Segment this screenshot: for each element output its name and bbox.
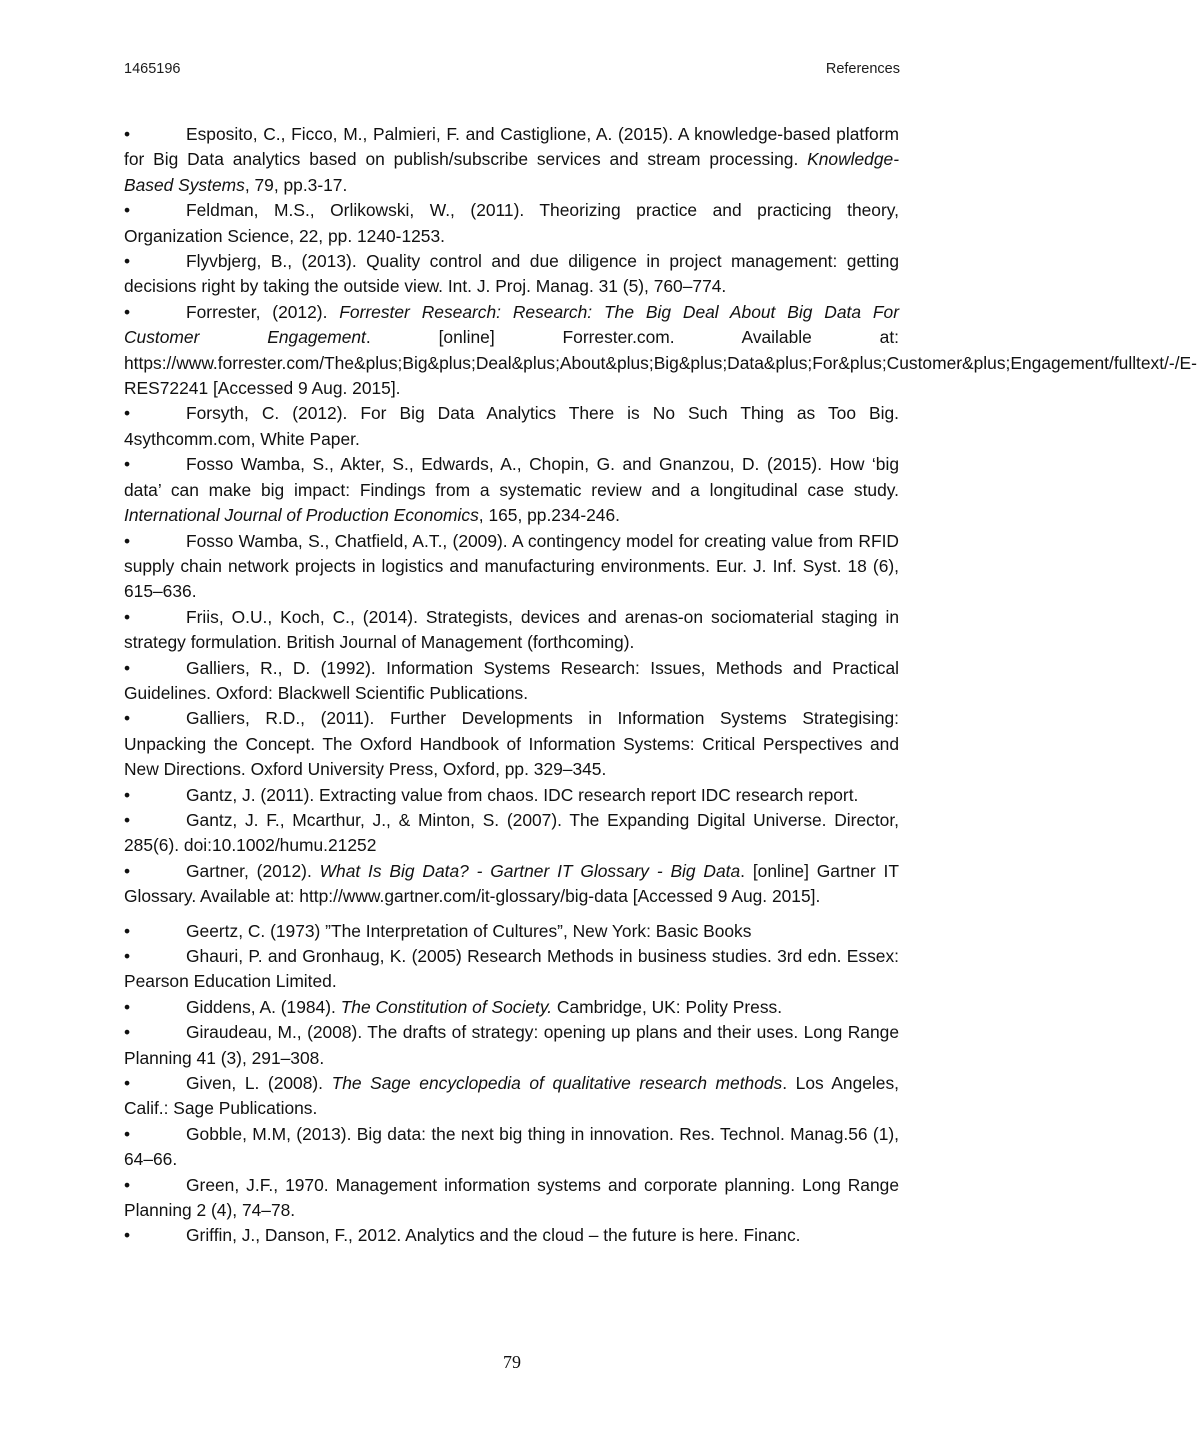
page-number: 79 [503, 1352, 521, 1372]
section-title: References [825, 61, 900, 77]
reference-text: Giddens, A. (1984). [186, 996, 341, 1017]
reference-text: Forsyth, C. (2012). For Big Data Analytics There is No Such Thing as Too Big. 4sythcomm.com, White Paper. [124, 403, 899, 449]
reference-text: , 165, pp.234-246. [478, 505, 620, 526]
bullet-marker: • [124, 301, 131, 322]
reference-entry [124, 859, 899, 910]
reference-entry [124, 1122, 899, 1173]
reference-entry [124, 300, 1197, 402]
reference-entry [124, 401, 899, 452]
reference-entry [124, 995, 899, 1020]
reference-title-italic: Forrester Research: Research: The Big Deal About Big Data For Customer Engagement [124, 301, 899, 348]
reference-entry [124, 452, 899, 528]
reference-entry [124, 919, 899, 944]
bullet-marker: • [124, 124, 131, 144]
page-header [124, 61, 900, 83]
reference-title-italic: The Constitution of Society. [340, 996, 553, 1017]
reference-text: Fosso Wamba, S., Akter, S., Edwards, A., Chopin, G. and Gnanzou, D. (2015). How ‘big data’ can make big impact: Findings from a systematic review and a longitudinal case study. [124, 454, 899, 500]
reference-entry [124, 1173, 899, 1224]
bullet-marker: • [124, 1225, 131, 1246]
reference-text: Ghauri, P. and Gronhaug, K. (2005) Research Methods in business studies. 3rd edn. Essex: Pearson Education Limited. [124, 946, 899, 992]
bullet-marker: • [124, 200, 131, 221]
reference-list [124, 122, 1197, 1249]
bullet-marker: • [124, 809, 131, 830]
reference-title-italic: The Sage encyclopedia of qualitative research methods [331, 1073, 783, 1094]
document-id: 1465196 [124, 61, 181, 77]
reference-entry [124, 249, 899, 300]
reference-entry [124, 1020, 899, 1071]
reference-text: Griffin, J., Danson, F., 2012. Analytics and the cloud – the future is here. Financ. [186, 1225, 801, 1246]
bullet-marker: • [124, 1174, 131, 1195]
reference-text: Giraudeau, M., (2008). The drafts of strategy: opening up plans and their uses. Long Range Planning 41 (3), 291–308. [124, 1022, 899, 1068]
bullet-marker: • [124, 996, 131, 1017]
reference-entry [124, 529, 899, 605]
reference-entry [124, 783, 899, 808]
reference-text: Cambridge, UK: Polity Press. [552, 996, 783, 1017]
reference-text: Green, J.F., 1970. Management information systems and corporate planning. Long Range Planning 2 (4), 74–78. [124, 1174, 899, 1221]
bullet-marker: • [124, 946, 131, 966]
reference-text: Galliers, R.D., (2011). Further Developments in Information Systems Strategising: Unpacking the Concept. The Oxford Handbook of Information Systems: Critical Perspectives and New Directions. Oxford University Press, Oxford, pp. 329–345. [124, 708, 899, 780]
bullet-marker: • [124, 1073, 131, 1094]
reference-text: Fosso Wamba, S., Chatfield, A.T., (2009). A contingency model for creating value from RFID supply chain network projects in logistics and manufacturing environments. Eur. J. Inf. Syst. 18 (6), 615–636. [124, 530, 899, 602]
bullet-marker: • [124, 1022, 131, 1043]
bullet-marker: • [124, 606, 131, 627]
bullet-marker: • [124, 708, 131, 729]
bullet-marker: • [124, 403, 131, 424]
reference-text: Geertz, C. (1973) ”The Interpretation of Cultures”, New York: Basic Books [186, 920, 752, 941]
bullet-marker: • [124, 454, 131, 475]
reference-title-italic: What Is Big Data? - Gartner IT Glossary - Big Data [319, 860, 741, 881]
reference-text: . Los Angeles, Calif.: Sage Publications. [124, 1073, 899, 1119]
reference-entry [124, 198, 899, 249]
bullet-marker: • [124, 1123, 131, 1144]
reference-text: Galliers, R., D. (1992). Information Systems Research: Issues, Methods and Practical Guidelines. Oxford: Blackwell Scientific Publications. [124, 657, 899, 703]
bullet-marker: • [124, 784, 131, 805]
reference-entry [124, 605, 899, 656]
reference-text: , 79, pp.3-17. [244, 174, 348, 195]
bullet-marker: • [124, 530, 131, 551]
reference-entry [124, 944, 899, 995]
bullet-marker: • [124, 251, 131, 272]
reference-title-italic: International Journal of Production Economics [124, 505, 479, 526]
reference-text: Gantz, J. F., Mcarthur, J., & Minton, S. (2007). The Expanding Digital Universe. Director, 285(6). doi:10.1002/humu.21252 [124, 809, 899, 856]
reference-text: Feldman, M.S., Orlikowski, W., (2011). Theorizing practice and practicing theory, Organization Science, 22, pp. 1240-1253. [124, 200, 899, 246]
reference-title-italic: Knowledge-Based Systems [124, 149, 899, 195]
reference-entry [124, 808, 899, 859]
reference-entry [124, 122, 899, 198]
reference-text: . [online] Forrester.com. Available at: https://www.forrester.com/The&plus;Big&plus;Deal&plus;About&plus;Big&plus;Data&plus;For&plus;Customer&plus;Engagement/fulltext/-/E-RES72241 [Accessed 9 Aug. 2015]. [124, 327, 1197, 399]
reference-text: . [online] Gartner IT Glossary. Available at: http://www.gartner.com/it-glossary/big-data [Accessed 9 Aug. 2015]. [124, 860, 900, 907]
reference-text: Esposito, C., Ficco, M., Palmieri, F. and Castiglione, A. (2015). A knowledge-based platform for Big Data analytics based on publish/subscribe services and stream processing. [124, 124, 899, 170]
reference-text: Gartner, (2012). [186, 860, 320, 881]
bullet-marker: • [124, 860, 131, 881]
reference-text: Forrester, (2012). [186, 301, 340, 322]
reference-text: Friis, O.U., Koch, C., (2014). Strategists, devices and arenas-on sociomaterial staging in strategy formulation. British Journal of Management (forthcoming). [124, 606, 899, 653]
reference-entry [124, 1223, 899, 1248]
reference-entry [124, 1071, 899, 1122]
reference-entry [124, 706, 899, 782]
reference-text: Flyvbjerg, B., (2013). Quality control and due diligence in project management: getting decisions right by taking the outside view. Int. J. Proj. Manag. 31 (5), 760–774. [124, 251, 899, 297]
reference-text: Gobble, M.M, (2013). Big data: the next big thing in innovation. Res. Technol. Manag.56 (1), 64–66. [124, 1123, 899, 1170]
reference-entry [124, 656, 899, 707]
bullet-marker: • [124, 920, 131, 941]
reference-text: Gantz, J. (2011). Extracting value from chaos. IDC research report IDC research report. [186, 784, 859, 805]
bullet-marker: • [124, 657, 131, 678]
reference-text: Given, L. (2008). [186, 1073, 332, 1094]
